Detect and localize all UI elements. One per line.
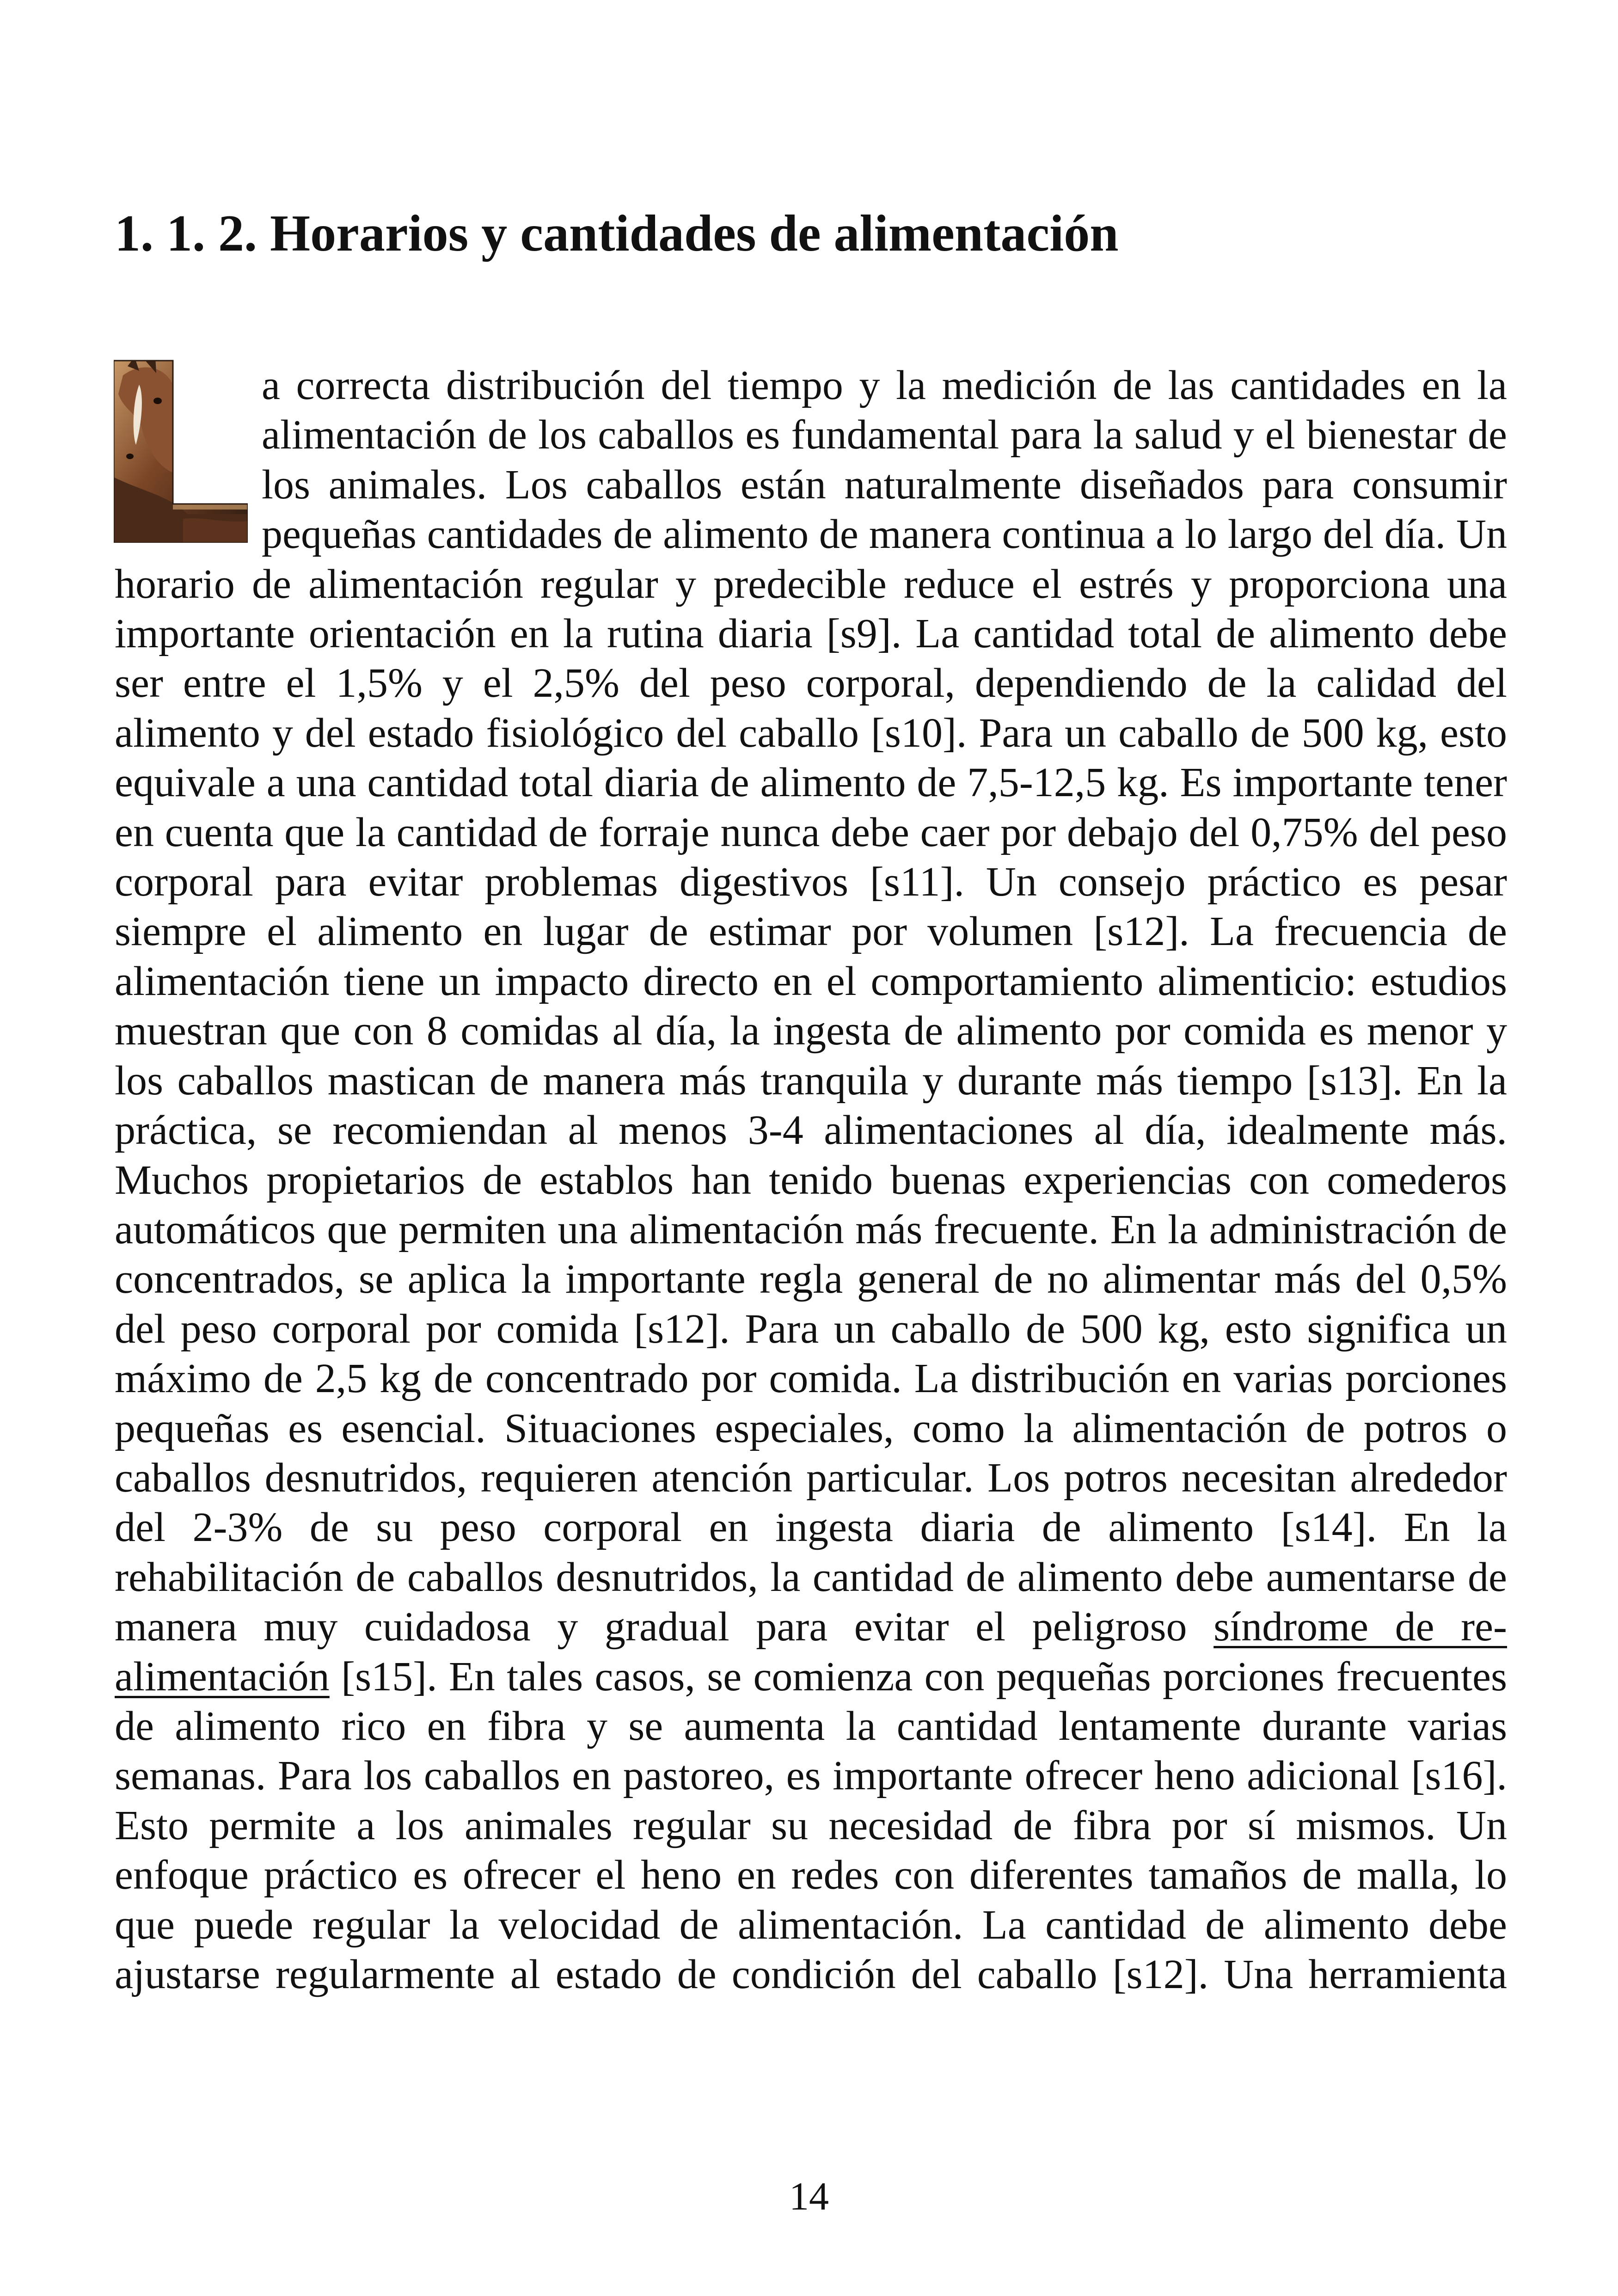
body-paragraph [115,361,1507,1999]
section-heading: 1. 1. 2. Horarios y cantidades de alimentación [115,205,1119,262]
page-number: 14 [789,2174,829,2218]
body-text-part-1: a correcta distribución del tiempo y la medición de las cantidades en la alimentación de los caballos es fundamental para la salud y el bienestar de los animales. Los caballos están naturalmente diseñados para consumir pequeñas cantidades de alimento de manera continua a lo largo del día. Un horario de alimentación regular y predecible reduce el estrés y proporciona una importante orientación en la rutina diaria [s9]. La cantidad total de alimento debe ser entre el 1,5% y el 2,5% del peso corporal, dependiendo de la calidad del alimento y del estado fisiológico del caballo [s10]. Para un caballo de 500 kg, esto equivale a una cantidad total diaria de alimento de 7,5-12,5 kg. Es importante tener en cuenta que la cantidad de forraje nunca debe caer por debajo del 0,75% del peso corporal para evitar problemas digestivos [s11]. Un consejo práctico es pesar siempre el alimento en lugar de estimar por volumen [s12]. La frecuencia de alimentación tiene un impacto directo en el comportamiento alimenticio: estudios muestran que con 8 comidas al día, la ingesta de alimento por comida es menor y los caballos mastican de manera más tranquila y durante más tiempo [s13]. En la práctica, se recomiendan al menos 3-4 alimentaciones al día, idealmente más. Muchos propietarios de establos han tenido buenas experiencias con comederos automáticos que permiten una alimentación más frecuente. En la administración de concentrados, se aplica la importante regla general de no alimentar más del 0,5% del peso corporal por comida [s12]. Para un caballo de 500 kg, esto significa un máximo de 2,5 kg de concentrado por comida. La distribución en varias porciones pequeñas es esencial. Situaciones especiales, como la alimentación de potros o caballos desnutridos, requieren atención particular. Los potros necesitan alrededor del 2-3% de su peso corporal en ingesta diaria de alimento [s14]. En la rehabilitación de caballos desnutridos, la cantidad de alimento debe aumentarse de manera muy cuidadosa y gradual para evitar el peligroso [115,362,1507,1650]
body-text-part-2: [s15]. En tales casos, se comienza con pequeñas porciones frecuentes de alimento rico en fibra y se aumenta la cantidad lentamente durante varias semanas. Para los caballos en pastoreo, es importante ofrecer heno adicional [s16]. Esto permite a los animales regular su necesidad de fibra por sí mismos. Un enfoque práctico es ofrecer el heno en redes con diferentes tamaños de malla, lo que puede regular la velocidad de alimentación. La cantidad de alimento debe ajustarse regularmente al estado de condición del caballo [s12]. Una herramienta [115,1653,1507,1997]
refeeding-syndrome-link[interactable]: síndrome de re-alimentación [115,1604,1507,1700]
drop-cap-spacer [115,361,262,557]
